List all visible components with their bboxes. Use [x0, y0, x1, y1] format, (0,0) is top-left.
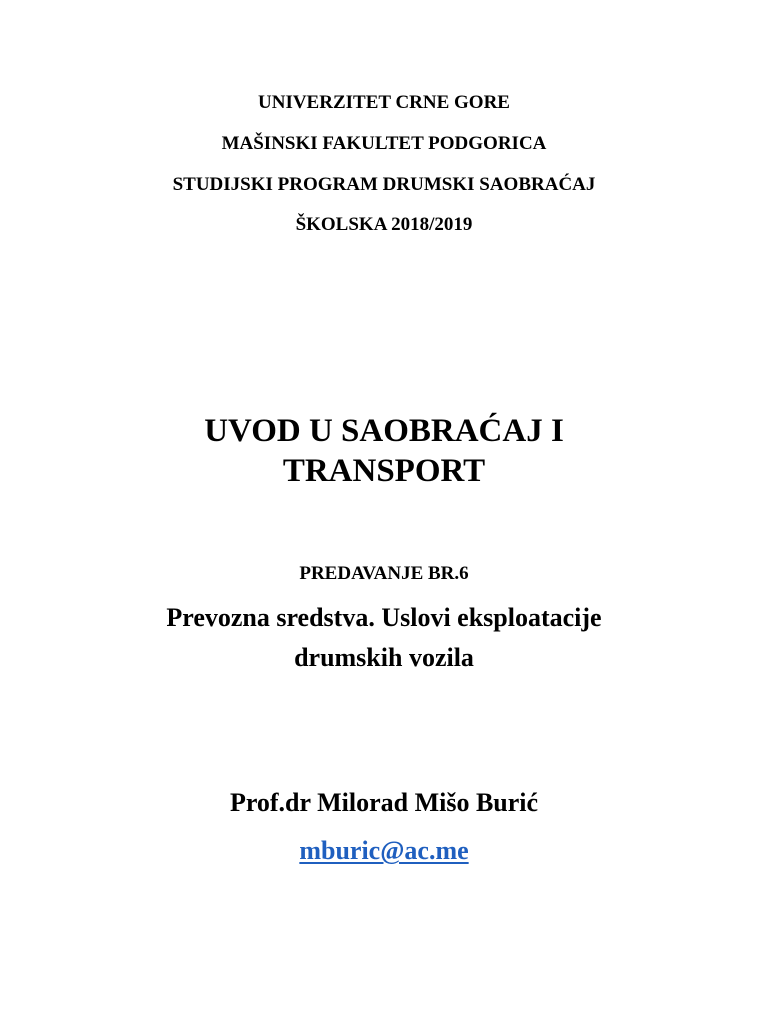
lecture-topic-line-1: Prevozna sredstva. Uslovi eksploatacije: [166, 603, 602, 632]
study-program: STUDIJSKI PROGRAM DRUMSKI SAOBRAĆAJ: [172, 174, 596, 195]
lecture-number: PREDAVANJE BR.6: [299, 563, 469, 584]
author-email-link[interactable]: mburic@ac.me: [299, 836, 469, 865]
course-title-line-1: UVOD U SAOBRAĆAJ I: [204, 413, 564, 449]
faculty-name: MAŠINSKI FAKULTET PODGORICA: [221, 133, 547, 154]
lecture-topic-line-2: drumskih vozila: [294, 643, 474, 672]
university-name: UNIVERZITET CRNE GORE: [258, 92, 510, 113]
course-title-line-2: TRANSPORT: [282, 453, 486, 489]
author-name: Prof.dr Milorad Mišo Burić: [229, 788, 539, 817]
school-year: ŠKOLSKA 2018/2019: [295, 214, 473, 235]
